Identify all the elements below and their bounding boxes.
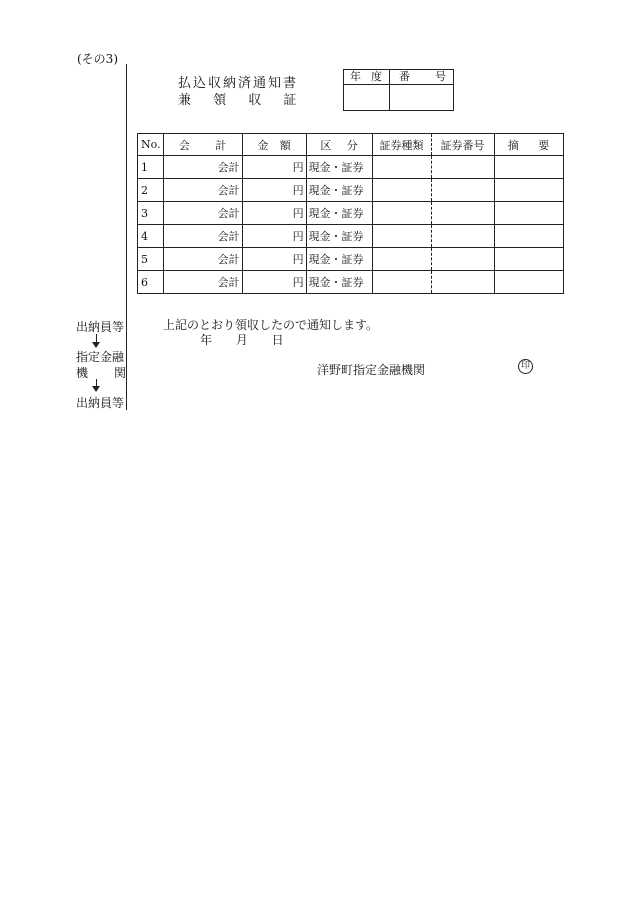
table-row: [138, 271, 564, 294]
row-amount: 円: [242, 156, 306, 179]
row-no: 5: [138, 248, 164, 271]
flow-from: 出納員等: [76, 320, 125, 334]
table-row: [138, 248, 564, 271]
row-account: 会計: [163, 202, 242, 225]
seal-icon: 印: [518, 359, 533, 374]
header-cert-type: 証券種類: [372, 134, 431, 156]
bank-name: 洋野町指定金融機関: [317, 363, 426, 377]
row-amount: 円: [242, 179, 306, 202]
row-class: 現金・証券: [306, 156, 372, 179]
row-cert-type: [372, 225, 431, 248]
label-do: 度: [371, 70, 382, 83]
row-account: 会計: [163, 225, 242, 248]
table-header-row: [138, 134, 564, 156]
row-account: 会計: [163, 248, 242, 271]
row-cert-number: [431, 179, 494, 202]
row-class: 現金・証券: [306, 202, 372, 225]
row-cert-number: [431, 248, 494, 271]
row-class: 現金・証券: [306, 225, 372, 248]
row-note: [494, 271, 563, 294]
flow-to: 出納員等: [76, 396, 125, 410]
form-title: 払込収納済通知書: [178, 76, 299, 91]
row-amount: 円: [242, 225, 306, 248]
row-class: 現金・証券: [306, 179, 372, 202]
form-subtitle: 兼 領 収 証: [178, 93, 297, 108]
label-go: 号: [435, 70, 446, 83]
header-class: 区 分: [306, 134, 372, 156]
form-number: (その3): [77, 52, 118, 66]
row-class: 現金・証券: [306, 248, 372, 271]
row-no: 2: [138, 179, 164, 202]
row-note: [494, 179, 563, 202]
table-row: [138, 202, 564, 225]
header-note: 摘 要: [494, 134, 563, 156]
header-no: No.: [138, 134, 164, 156]
row-no: 4: [138, 225, 164, 248]
row-no: 1: [138, 156, 164, 179]
row-cert-type: [372, 179, 431, 202]
header-account: 会 計: [163, 134, 242, 156]
row-account: 会計: [163, 156, 242, 179]
row-note: [494, 156, 563, 179]
flow-bank-bottom: [76, 364, 126, 381]
label-nen: 年: [350, 70, 361, 83]
row-note: [494, 225, 563, 248]
fiscal-year-box-divider: [389, 70, 390, 110]
row-cert-number: [431, 156, 494, 179]
row-account: 会計: [163, 179, 242, 202]
row-amount: 円: [242, 202, 306, 225]
table-row: [138, 179, 564, 202]
row-note: [494, 202, 563, 225]
row-cert-number: [431, 271, 494, 294]
table-row: [138, 225, 564, 248]
row-cert-type: [372, 202, 431, 225]
row-note: [494, 248, 563, 271]
notice-text: 上記のとおり領収したので通知します。: [163, 318, 379, 332]
flow-bank-kan: 関: [113, 366, 126, 380]
arrow-down-icon: [92, 386, 100, 392]
date-line: 年 月 日: [200, 333, 284, 347]
label-ban: 番: [399, 70, 410, 83]
row-amount: 円: [242, 248, 306, 271]
row-amount: 円: [242, 271, 306, 294]
header-cert-number: 証券番号: [431, 134, 494, 156]
row-cert-number: [431, 202, 494, 225]
row-cert-type: [372, 248, 431, 271]
flow-bank-ki: 機: [76, 366, 89, 380]
row-cert-number: [431, 225, 494, 248]
vertical-divider: [126, 64, 127, 410]
row-cert-type: [372, 271, 431, 294]
row-cert-type: [372, 156, 431, 179]
table-row: [138, 156, 564, 179]
row-no: 3: [138, 202, 164, 225]
header-amount: 金 額: [242, 134, 306, 156]
flow-bank-top: 指定金融: [76, 350, 125, 364]
receipt-table: [137, 133, 564, 294]
fiscal-year-number-box: [343, 69, 454, 111]
row-no: 6: [138, 271, 164, 294]
row-account: 会計: [163, 271, 242, 294]
row-class: 現金・証券: [306, 271, 372, 294]
